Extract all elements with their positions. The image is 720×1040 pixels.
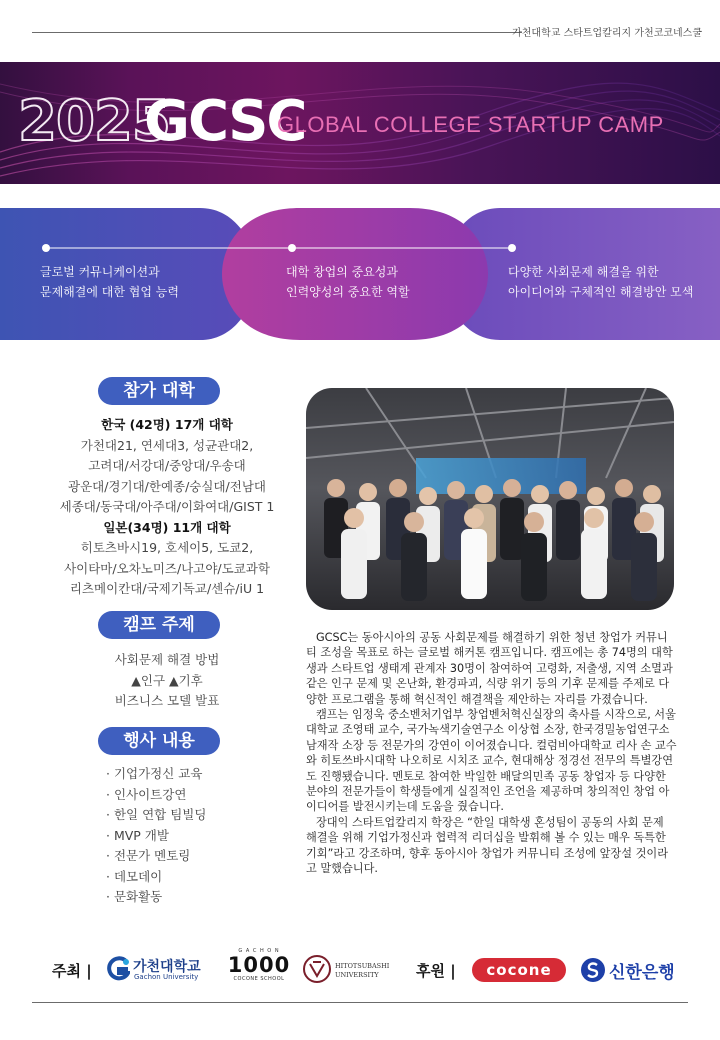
program-list	[106, 764, 206, 908]
goal-1-line2: 문제해결에 대한 협업 능력	[40, 285, 179, 299]
hitotsubashi-name	[335, 962, 389, 980]
korea-summary: 한국 (42명) 17개 대학	[101, 417, 233, 432]
group-photo	[306, 388, 674, 610]
cocone-school-bottom: COCONE SCHOOL	[233, 976, 285, 982]
gachon-emblem-icon	[106, 956, 130, 982]
participants-heading: 참가 대학	[98, 377, 220, 405]
program-item: · 기업가정신 교육	[106, 766, 203, 781]
goal-marker	[42, 244, 50, 252]
korea-line: 가천대21, 연세대3, 성균관대2,	[80, 437, 254, 453]
korea-line: 광운대/경기대/한예종/숭실대/전남대	[68, 478, 266, 494]
goal-marker	[288, 244, 296, 252]
program-item: · 한일 연합 팀빌딩	[106, 807, 207, 822]
goal-2-line2: 인력양성의 중요한 역할	[286, 285, 410, 299]
shinhan-bank-logo	[580, 956, 684, 984]
cocone-school-top: G A C H O N	[238, 948, 280, 954]
cocone-logo: cocone	[472, 958, 566, 982]
gachon-name: 가천대학교	[133, 959, 201, 975]
host-label: 주최 |	[52, 962, 92, 980]
article-body	[306, 630, 678, 877]
title-banner	[0, 62, 720, 184]
article-paragraph: 장대익 스타트업칼리지 학장은 “한일 대학생 혼성팀이 공동의 사회 문제 해결을 위해 기업가정신과 협력적 리더십을 발휘해 볼 수 있는 매우 독특한 기회”라고 강조하며, 향후 동아시아 창업가 커뮤니티 조성에 앞장설 것이라고 말했습니다.	[306, 815, 669, 876]
hitotsubashi-line1: HITOTSUBASHI	[335, 962, 390, 970]
goal-3-line2: 아이디어와 구체적인 해결방안 모색	[508, 285, 694, 299]
hitotsubashi-university-logo	[302, 954, 398, 986]
shinhan-name: 신한은행	[609, 963, 675, 983]
hitotsubashi-line2: UNIVERSITY	[335, 971, 379, 979]
shinhan-emblem-icon	[580, 957, 606, 983]
theme-line: 사회문제 해결 방법	[114, 652, 220, 667]
banner-subtitle: GLOBAL COLLEGE STARTUP CAMP	[277, 112, 664, 137]
hitotsubashi-crest-icon	[302, 954, 332, 984]
article-paragraph: 캠프는 임정욱 중소벤처기업부 창업벤처혁신실장의 축사를 시작으로, 서울대학교 조영태 교수, 국가녹색기술연구소 이상협 소장, 한국경밀농업연구소 남재작 소장 등 전문가의 강연이 이어졌습니다. 컬럼비아대학교 리사 손 교수와 히토쓰바시대학 나오히로 시치조 교수, 현대해상 정경선 전무의 특별강연도 진행됐습니다. 멘토로 참여한 박일한 배달의민족 공동 창업자 등 다양한 분야의 전문가들이 학생들에게 실질적인 조언을 제공하며 창의적인 창업 아이디어를 발전시키는데 도움을 줬습니다.	[306, 708, 677, 814]
banner-year: 2025	[18, 89, 170, 154]
participants-list	[42, 415, 292, 600]
theme-heading: 캠프 주제	[98, 611, 220, 639]
korea-line: 고려대/서강대/중앙대/우송대	[88, 458, 246, 473]
goal-marker	[508, 244, 516, 252]
program-item: · 전문가 멘토링	[106, 848, 191, 863]
sponsor-label: 후원 |	[416, 962, 456, 980]
theme-line: 비즈니스 모델 발표	[114, 693, 220, 708]
program-item: · 인사이트강연	[106, 786, 187, 802]
program-item: · 데모데이	[106, 868, 163, 884]
japan-line: 사이타마/오차노미즈/나고야/도쿄과학	[64, 560, 270, 576]
program-item: · 문화활동	[106, 889, 163, 904]
gachon-cocone-school-logo	[226, 948, 292, 988]
header-caption: 가천대학교 스타트업칼리지 가천코코네스쿨	[512, 28, 702, 39]
goal-3-line1: 다양한 사회문제 해결을 위한	[508, 265, 659, 279]
cocone-school-mark: 1000	[227, 953, 291, 977]
footer-rule	[32, 1002, 688, 1003]
goal-3	[508, 262, 693, 302]
program-heading: 행사 내용	[98, 727, 220, 755]
gachon-name-en: Gachon University	[134, 973, 199, 981]
goal-1-line1: 글로벌 커뮤니케이션과	[40, 265, 160, 279]
japan-line: 리츠메이칸대/국제기독교/센슈/iU 1	[69, 581, 265, 596]
goal-2-line1: 대학 창업의 중요성과	[286, 265, 398, 279]
goal-2	[286, 262, 410, 302]
gachon-university-logo	[106, 954, 210, 986]
korea-line: 세종대/동국대/아주대/이화여대/GIST 1	[59, 499, 275, 514]
theme-line: ▲인구 ▲기후	[131, 672, 203, 688]
japan-line: 히토츠바시19, 호세이5, 도쿄2,	[80, 540, 254, 555]
goal-1	[40, 262, 179, 302]
banner-acronym: GCSC	[144, 89, 306, 154]
program-item: · MVP 개발	[106, 827, 169, 843]
theme-list	[42, 650, 292, 712]
article-paragraph: GCSC는 동아시아의 공동 사회문제를 해결하기 위한 청년 창업가 커뮤니티 조성을 목표로 하는 글로벌 해커톤 캠프입니다. 캠프에는 총 74명의 대학생과 스타트업 생태계 관계자 30명이 참여하여 고령화, 저출생, 지역 소멸과 같은 인구 문제 및 온난화, 환경파괴, 식량 위기 등의 기후 문제를 주제로 다양한 프로그램을 통해 혁신적인 해결책을 제안하는 자리를 가졌습니다.	[306, 631, 673, 706]
japan-summary: 일본(34명) 11개 대학	[103, 519, 231, 535]
header-rule	[32, 32, 522, 33]
